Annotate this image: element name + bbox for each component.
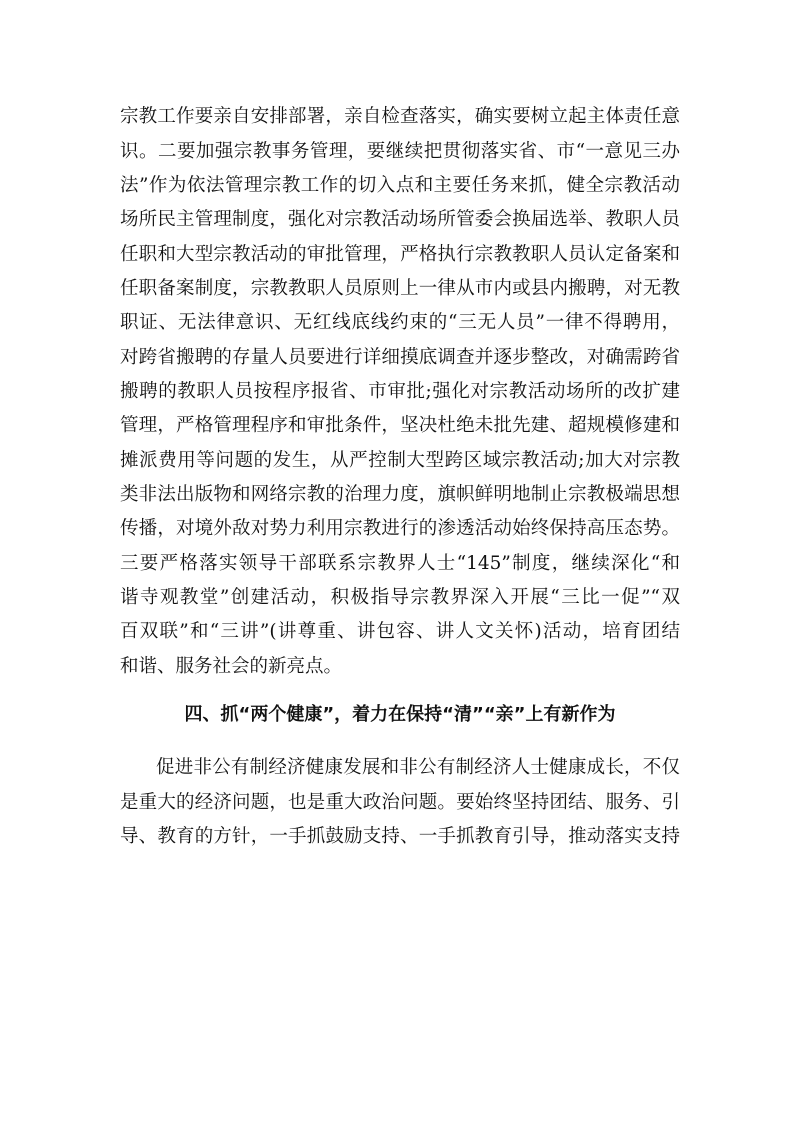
text-line: 导、教育的方针，一手抓鼓励支持、一手抓教育引导，推动落实支持	[120, 826, 680, 847]
text-line: 场所民主管理制度，强化对宗教活动场所管委会换届选举、教职人员	[120, 209, 680, 230]
text-line: 管理，严格管理程序和审批条件，坚决杜绝未批先建、超规模修建和	[120, 415, 680, 436]
text-line: 类非法出版物和网络宗教的治理力度，旗帜鲜明地制止宗教极端思想	[120, 484, 680, 505]
text-line: 任职备案制度，宗教教职人员原则上一律从市内或县内搬聘，对无教	[120, 278, 680, 299]
text-line: 识。二要加强宗教事务管理，要继续把贯彻落实省、市“一意见三办	[120, 141, 680, 162]
text-line: 职证、无法律意识、无红线底线约束的“三无人员”一律不得聘用，	[120, 312, 680, 333]
text-line: 法”作为依法管理宗教工作的切入点和主要任务来抓，健全宗教活动	[120, 175, 680, 196]
text-line: 三要严格落实领导干部联系宗教界人士“145”制度，继续深化“和	[120, 553, 680, 574]
text-line: 宗教工作要亲自安排部署，亲自检查落实，确实要树立起主体责任意	[120, 106, 680, 127]
text-line: 百双联”和“三讲”(讲尊重、讲包容、讲人文关怀)活动，培育团结	[120, 621, 680, 642]
text-line: 谐寺观教堂”创建活动，积极指导宗教界深入开展“三比一促”“双	[120, 587, 680, 608]
text-line: 任职和大型宗教活动的审批管理，严格执行宗教教职人员认定备案和	[120, 244, 680, 265]
text-line: 和谐、服务社会的新亮点。	[120, 656, 343, 677]
text-line: 传播，对境外敌对势力利用宗教进行的渗透活动始终保持高压态势。	[120, 518, 680, 539]
text-line: 是重大的经济问题，也是重大政治问题。要始终坚持团结、服务、引	[120, 792, 680, 813]
text-line: 对跨省搬聘的存量人员要进行详细摸底调查并逐步整改，对确需跨省	[120, 347, 680, 368]
text-line: 搬聘的教职人员按程序报省、市审批;强化对宗教活动场所的改扩建	[120, 381, 680, 402]
text-line: 摊派费用等问题的发生，从严控制大型跨区域宗教活动;加大对宗教	[120, 450, 680, 471]
section-heading: 四、抓“两个健康”，着力在保持“清”“亲”上有新作为	[184, 704, 616, 725]
text-line: 促进非公有制经济健康发展和非公有制经济人士健康成长，不仅	[156, 757, 680, 778]
